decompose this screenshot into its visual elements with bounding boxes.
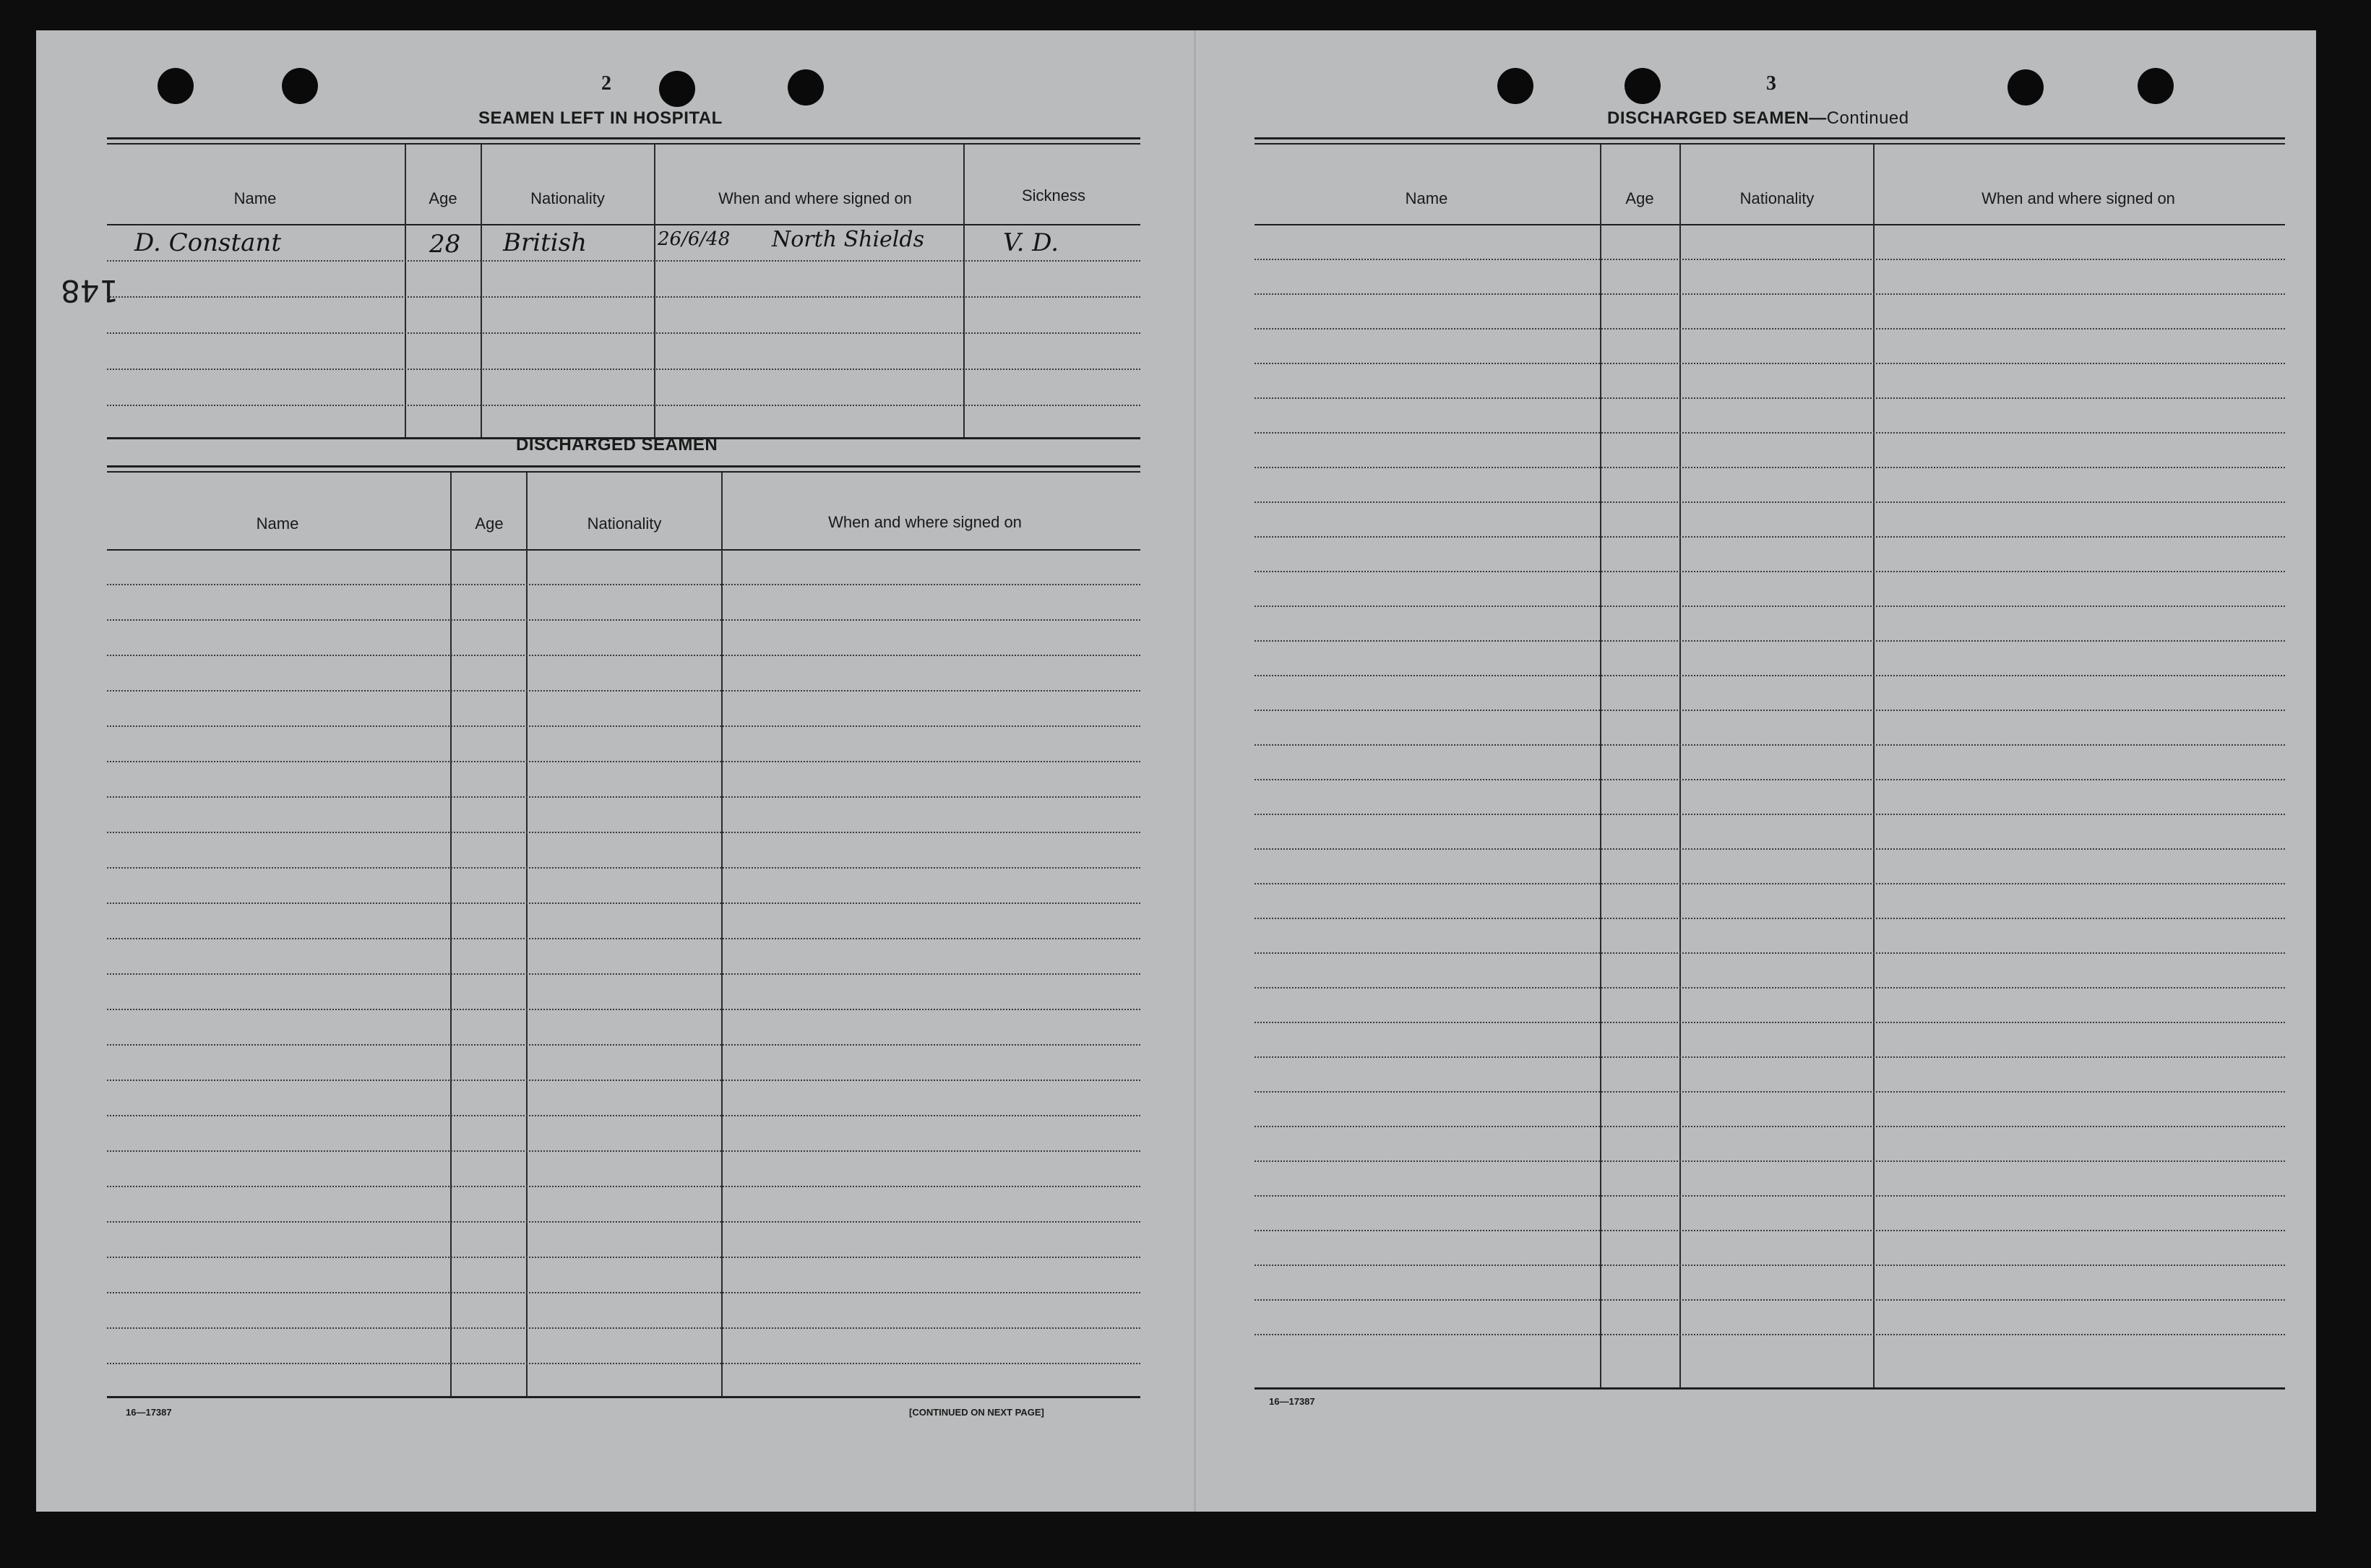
entry-nationality: British [503, 228, 587, 257]
discharged-section-title: DISCHARGED SEAMEN [516, 435, 718, 455]
header-name: Name [233, 189, 277, 207]
header-signed-on: When and where signed on [828, 513, 1022, 531]
punch-hole [158, 68, 194, 104]
entry-place: North Shields [772, 227, 924, 252]
entry-age: 28 [429, 230, 461, 259]
form-number: 16—17387 [126, 1407, 172, 1418]
punch-hole [2138, 68, 2174, 104]
entry-name: D. Constant [134, 228, 281, 257]
title-main: DISCHARGED SEAMEN— [1607, 108, 1827, 128]
discharged-table [107, 465, 1140, 1426]
header-name: Name [1405, 189, 1448, 207]
header-age: Age [429, 189, 457, 207]
punch-hole [1625, 68, 1661, 104]
header-sickness: Sickness [1021, 186, 1086, 204]
hospital-section-title: SEAMEN LEFT IN HOSPITAL [478, 108, 723, 128]
header-age: Age [1625, 189, 1654, 207]
form-number: 16—17387 [1269, 1396, 1315, 1407]
header-nationality: Nationality [1739, 189, 1815, 207]
header-signed-on: When and where signed on [1981, 189, 2175, 207]
punch-hole [659, 71, 695, 107]
header-nationality: Nationality [587, 514, 662, 533]
hospital-table [107, 137, 1140, 441]
page-number: 3 [1766, 72, 1776, 95]
entry-date: 26/6/48 [658, 228, 731, 250]
margin-number: 148 [61, 273, 119, 309]
header-signed-on: When and where signed on [718, 189, 912, 207]
page-number: 2 [601, 72, 611, 95]
header-age: Age [475, 514, 504, 533]
punch-hole [1497, 68, 1533, 104]
document-sheet [36, 30, 2316, 1512]
entry-sickness: V. D. [1003, 228, 1059, 257]
punch-hole [2008, 69, 2044, 105]
continued-note: [CONTINUED ON NEXT PAGE] [909, 1407, 1044, 1418]
page-fold [1194, 30, 1196, 1512]
punch-hole [282, 68, 318, 104]
title-continued: Continued [1826, 108, 1909, 128]
discharged-continued-title [1607, 108, 1909, 129]
header-nationality: Nationality [530, 189, 605, 207]
header-name: Name [256, 514, 299, 533]
discharged-continued-table [1255, 137, 2285, 1423]
punch-hole [788, 69, 824, 105]
